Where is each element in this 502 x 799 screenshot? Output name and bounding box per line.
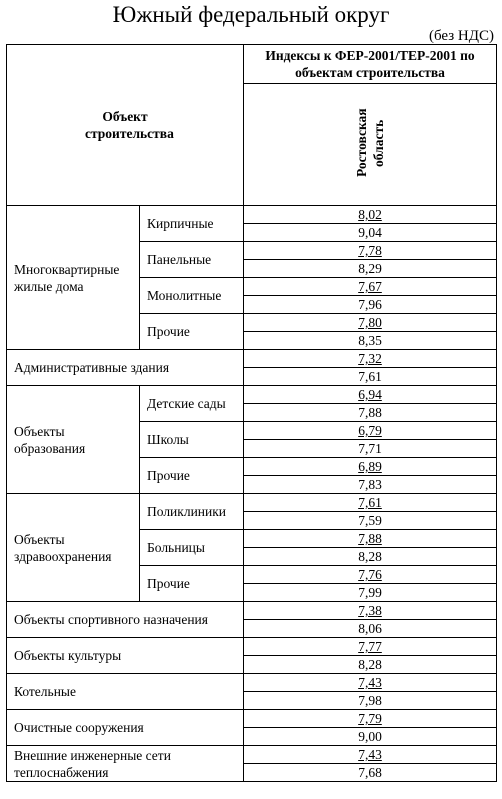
index-value: 7,80 (244, 314, 497, 332)
category-cell: Котельные (7, 674, 244, 710)
index-value: 7,43 (244, 746, 497, 764)
subcategory-cell: Больницы (140, 530, 244, 566)
subcategory-cell: Детские сады (140, 386, 244, 422)
index-value: 7,43 (244, 674, 497, 692)
index-value: 9,00 (244, 728, 497, 746)
subcategory-cell: Прочие (140, 566, 244, 602)
category-cell: Объекты здравоохранения (7, 494, 140, 602)
index-value: 7,88 (244, 530, 497, 548)
index-value: 6,94 (244, 386, 497, 404)
index-value: 7,88 (244, 404, 497, 422)
category-cell: Объекты спортивного назначения (7, 602, 244, 638)
index-value: 7,71 (244, 440, 497, 458)
index-value: 7,78 (244, 242, 497, 260)
subcategory-cell: Кирпичные (140, 206, 244, 242)
index-value: 8,29 (244, 260, 497, 278)
index-value: 8,28 (244, 548, 497, 566)
index-value: 7,96 (244, 296, 497, 314)
index-value: 7,79 (244, 710, 497, 728)
subcategory-cell: Прочие (140, 458, 244, 494)
index-value: 7,67 (244, 278, 497, 296)
subcategory-cell: Школы (140, 422, 244, 458)
index-value: 6,79 (244, 422, 497, 440)
category-cell: Многоквартирные жилые дома (7, 206, 140, 350)
index-value: 8,35 (244, 332, 497, 350)
index-value: 7,32 (244, 350, 497, 368)
page-title: Южный федеральный округ (112, 2, 390, 27)
category-cell: Объекты культуры (7, 638, 244, 674)
price-index-table (6, 44, 497, 782)
index-value: 7,99 (244, 584, 497, 602)
header-region: Ростовская область (244, 84, 497, 206)
subcategory-cell: Прочие (140, 314, 244, 350)
header-index: Индексы к ФЕР-2001/ТЕР-2001 по объектам строительства (244, 45, 497, 84)
index-value: 7,61 (244, 368, 497, 386)
index-value: 7,68 (244, 764, 497, 782)
index-value: 9,04 (244, 224, 497, 242)
category-cell: Очистные сооружения (7, 710, 244, 746)
index-value: 6,89 (244, 458, 497, 476)
category-cell: Внешние инженерные сети теплоснабжения (7, 746, 244, 782)
subcategory-cell: Панельные (140, 242, 244, 278)
category-cell: Административные здания (7, 350, 244, 386)
index-value: 7,83 (244, 476, 497, 494)
index-value: 8,02 (244, 206, 497, 224)
index-value: 7,77 (244, 638, 497, 656)
subcategory-cell: Поликлиники (140, 494, 244, 530)
index-value: 7,59 (244, 512, 497, 530)
category-cell: Объекты образования (7, 386, 140, 494)
vat-note: (без НДС) (428, 28, 494, 44)
index-value: 8,06 (244, 620, 497, 638)
index-value: 7,38 (244, 602, 497, 620)
subcategory-cell: Монолитные (140, 278, 244, 314)
index-value: 7,76 (244, 566, 497, 584)
header-object: Объект строительства (7, 45, 244, 206)
index-value: 7,98 (244, 692, 497, 710)
index-value: 7,61 (244, 494, 497, 512)
index-value: 8,28 (244, 656, 497, 674)
